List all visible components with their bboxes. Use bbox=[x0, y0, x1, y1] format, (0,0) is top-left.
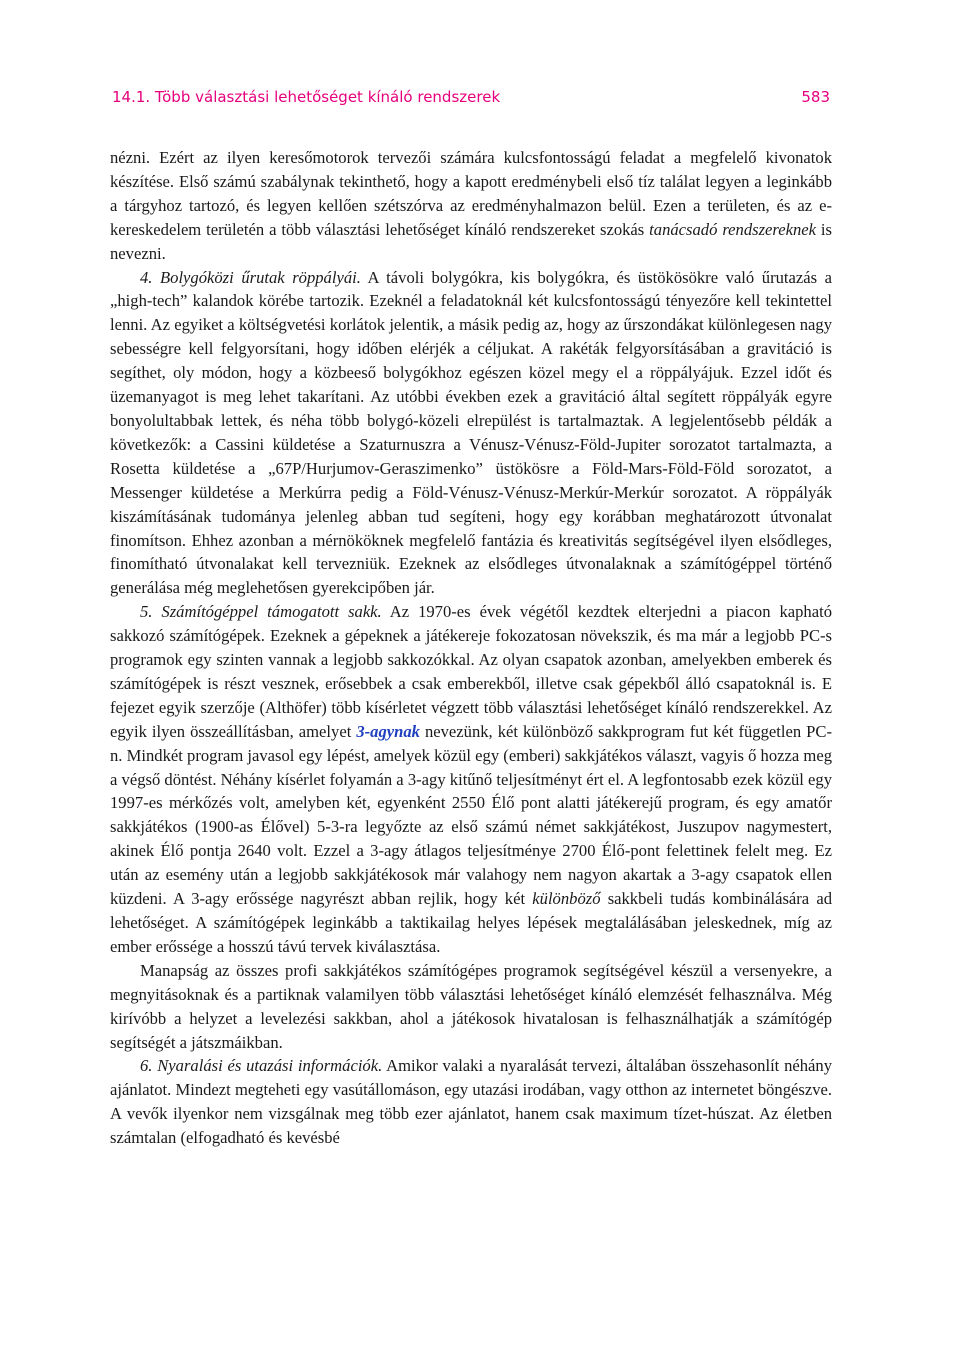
section-title: 14.1. Több választási lehetőséget kínáló rendszerek bbox=[112, 88, 501, 106]
paragraph-search-engines bbox=[110, 146, 832, 266]
running-header bbox=[112, 88, 830, 114]
emphasis-term: különböző bbox=[532, 889, 601, 909]
paragraph-text: sakkbeli tudás kombinálására ad lehetőséget. A számítógépek leginkább a taktikailag helyes lépések megtalálásában jeleskednek, míg az ember erőssége a hosszú távú tervek kiválasztása. bbox=[110, 889, 833, 956]
paragraph-text: is nevezni. bbox=[110, 219, 832, 263]
body-text bbox=[110, 146, 832, 1150]
paragraph-heading: 6. Nyaralási és utazási információk. bbox=[140, 1056, 383, 1076]
page-number: 583 bbox=[801, 88, 830, 106]
paragraph-text: Manapság az összes profi sakkjátékos számítógépes programok segítségével készül a versenyekre, a megnyitásoknak és a partiknak valamilyen több választási lehetőséget kínáló elemzését felhasználva. Még kirívóbb a helyzet a levelezési sakkban, ahol a játékosok hivatalosan is felhasználhatják a számítógép segítségét a játszmáikban. bbox=[110, 960, 832, 1052]
paragraph-computer-chess bbox=[110, 600, 832, 959]
paragraph-heading: 4. Bolygóközi űrutak röppályái. bbox=[140, 267, 361, 287]
paragraph-text: A távoli bolygókra, kis bolygókra, és üstökösökre való űrutazás a „high-tech” kalandok körébe tartozik. Ezeknél a feladatoknál két kulcsfontosságú tényezőre kell tekintettel lenni. Az egyiket a költségvetési korlátok jelentik, a másik pedig az, hogy az űrszondákat különlegesen nagy sebességre kell felgyorsítani, hogy időben elérjék a céljukat. A rakéták felgyorsításában a gravitáció is segíthet, oly módon, hogy a közbeeső bolygókhoz egészen közel megy el a röppályájuk. Ezzel időt és üzemanyagot is meg lehet takarítani. Az utóbbi években ezek a gravitáció által segített röppályák egyre bonyolultabbak lettek, és néha több bolygó-közeli elrepülést is tartalmaztak. A legjelentősebb példák a következők: a Cassini küldetése a Szaturnuszra a Vénusz-Vénusz-Föld-Jupiter sorozatot tartalmazta, a Rosetta küldetése a „67P/Hurjumov-Geraszimenko” üstökösre a Föld-Mars-Föld-Föld sorozatot, a Messenger küldetése a Merkúrra pedig a Föld-Vénusz-Vénusz-Merkúr-Merkúr sorozatot. A röppályák kiszámításának tudománya jelenleg abban tud segíteni, hogy egy korábban meghatározott útvonalat finomítson. Ehhez azonban a mérnököknek megfelelő fantázia és kreativitás segítségével ilyen elsődleges, finomítható útvonalakat kell tervezniük. Ezeknek az elsődleges útvonalaknak a számítógéppel történő generálása még meglehetősen gyerekcipőben jár. bbox=[110, 267, 832, 598]
paragraph-travel-information bbox=[110, 1054, 832, 1150]
paragraph-chess-preparation bbox=[110, 959, 832, 1055]
paragraph-text: Amikor valaki a nyaralását tervezi, általában összehasonlít néhány ajánlatot. Mindezt megteheti egy vasútállomáson, egy utazási irodában, vagy otthon az internetet böngészve. A vevők ilyenkor nem vizsgálnak meg több ezer ajánlatot, hanem csak maximum tízet-húszat. Az életben számtalan (elfogadható és kevésbé bbox=[110, 1056, 833, 1148]
paragraph-heading: 5. Számítógéppel támogatott sakk. bbox=[140, 602, 382, 622]
paragraph-text: nézni. Ezért az ilyen keresőmotorok tervezői számára kulcsfontosságú feladat a megfelelő kivonatok készítése. Első számú szabálynak tekinthető, hogy a kapott eredménybeli első tíz találat legyen a leginkább a tárgyhoz tartozó, és legyen kellően szétszórva az eredményhalmazon belül. Ezen a területen, és az e-kereskedelem területén a több választási lehetőséget kínáló rendszereket szokás bbox=[110, 148, 832, 239]
paragraph-text: nevezünk, két különböző sakkprogram fut két független PC-n. Mindkét program javasol egy lépést, amelyek közül egy (emberi) sakkjátékos választ, vagyis ő hozza meg a végső döntést. Néhány kísérlet folyamán a 3-agy kitűnő teljesítményt ért el. A legfontosabb ezek közül egy 1997-es mérkőzés volt, amelyben két, egyenként 2550 Élő pont alatti játékerejű program, és egy amatőr sakkjátékos (1900-as Élővel) 5-3-ra legyőzte az első számú német sakkjátékost, Juszupov nagymestert, akinek Élő pontja 2640 volt. Ezzel a 3-agy átlagos teljesítménye 2700 Élő-pont felettinek felelt meg. Ez után az esemény után a legjobb sakkjátékosok már valahogy nem nagyon akartak a 3-agy csapatok ellen küzdeni. A 3-agy erőssége nagyrészt abban rejlik, hogy két bbox=[110, 721, 832, 909]
paragraph-text: Az 1970-es évek végétől kezdtek elterjedni a piacon kapható sakkozó számítógépek. Ezeknek a gépeknek a játékereje fokozatosan növekszik, és ma már a legjobb PC-s programok egy szinten vannak a legjobb sakkozókkal. Az olyan csapatok azonban, amelyekben emberek és számítógépek is részt vesznek, erősebbek a csak emberekből, illetve csak gépekből álló csapatoknál is. E fejezet egyik szerzője (Althöfer) több kísérletet végzett több választási lehetőséget kínáló rendszerekkel. Az egyik ilyen összeállításban, amelyet bbox=[110, 602, 832, 741]
emphasis-term: tanácsadó rendszereknek bbox=[649, 219, 816, 239]
paragraph-space-trajectories bbox=[110, 266, 832, 601]
glossary-link-3-agy[interactable]: 3-agynak bbox=[356, 721, 420, 741]
